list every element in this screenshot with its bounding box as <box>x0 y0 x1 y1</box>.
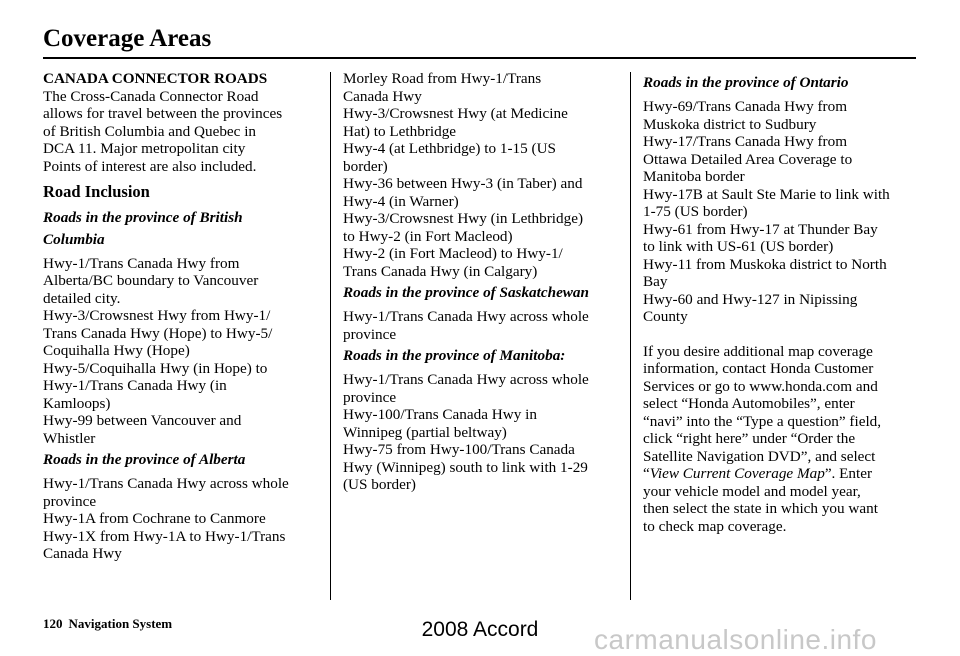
column-divider-2 <box>630 72 631 600</box>
text-line: Canada Hwy <box>343 87 422 105</box>
section-heading: CANADA CONNECTOR ROADS <box>43 70 268 87</box>
bc-roads <box>43 255 325 448</box>
text-line: Trans Canada Hwy (in Calgary) <box>343 262 538 280</box>
text-line: Hwy-11 from Muskoka district to North <box>643 255 887 273</box>
text-line: detailed city. <box>43 289 121 307</box>
text-line: “navi” into the “Type a question” field, <box>643 412 882 430</box>
intro-paragraph <box>43 88 325 176</box>
text-line: Hwy-5/Coquihalla Hwy (in Hope) to <box>43 359 268 377</box>
text-line: to Hwy-2 (in Fort Macleod) <box>343 227 513 245</box>
text-line: information, contact Honda Customer <box>643 360 874 377</box>
text-line: click “right here” under “Order the <box>643 430 856 447</box>
column-1 <box>43 70 325 563</box>
text-line: Hwy (Winnipeg) south to link with 1-29 <box>343 458 588 476</box>
column-2 <box>343 70 623 494</box>
text-line: Whistler <box>43 429 96 447</box>
text-line: Coquihalla Hwy (Hope) <box>43 342 190 359</box>
page-title: Coverage Areas <box>43 25 212 52</box>
text-line: Ottawa Detailed Area Coverage to <box>643 150 853 168</box>
text-line: province <box>343 325 397 343</box>
text-line: to link with US-61 (US border) <box>643 238 834 255</box>
text-line: Hwy-1/Trans Canada Hwy across whole <box>343 308 589 325</box>
text-line: DCA 11. Major metropolitan city <box>43 140 246 157</box>
text-line: (US border) <box>343 476 416 493</box>
text-line: Kamloops) <box>43 394 111 412</box>
text-line: province <box>343 388 397 406</box>
text-line: allows for travel between the provinces <box>43 105 283 122</box>
text-line: Hwy-2 (in Fort Macleod) to Hwy-1/ <box>343 245 563 262</box>
text-line <box>643 465 928 483</box>
text-line: Muskoka district to Sudbury <box>643 115 817 133</box>
text-line: Hwy-1/Trans Canada Hwy from <box>43 254 240 272</box>
text-line: Hwy-100/Trans Canada Hwy in <box>343 406 537 423</box>
text-line: Hwy-75 from Hwy-100/Trans Canada <box>343 441 575 458</box>
saskatchewan-roads <box>343 308 623 343</box>
text-line: Morley Road from Hwy-1/Trans <box>343 70 542 87</box>
text-line: Hwy-61 from Hwy-17 at Thunder Bay <box>643 220 878 238</box>
text-line: Hwy-3/Crowsnest Hwy (in Lethbridge) <box>343 210 584 227</box>
text-line: Trans Canada Hwy (Hope) to Hwy-5/ <box>43 324 273 342</box>
text-line: then select the state in which you want <box>643 500 878 517</box>
text-line: Hwy-60 and Hwy-127 in Nipissing <box>643 290 858 308</box>
text-line: Bay <box>643 273 668 290</box>
province-heading-bc <box>43 207 325 251</box>
model-watermark: 2008 Accord <box>421 618 539 641</box>
site-watermark: carmanualsonline.info <box>594 624 877 655</box>
text-line: Hwy-1A from Cochrane to Canmore <box>43 510 266 527</box>
text-line: Hwy-36 between Hwy-3 (in Taber) and <box>343 175 583 192</box>
text-line: Services or go to www.honda.com and <box>643 377 878 395</box>
text-line: Hwy-4 (at Lethbridge) to 1-15 (US <box>343 140 556 157</box>
text-line: The Cross-Canada Connector Road <box>43 87 259 105</box>
text-line: Alberta/BC boundary to Vancouver <box>43 272 259 289</box>
text-line: province <box>43 492 97 510</box>
alberta-roads <box>43 475 325 563</box>
coverage-map-link-text: View Current Coverage Map <box>649 465 825 482</box>
text-line: County <box>643 308 688 325</box>
alberta-roads-continued <box>343 70 623 280</box>
footer-label: Navigation System <box>68 616 173 631</box>
text-line: Winnipeg (partial beltway) <box>343 423 507 441</box>
text-line: Hwy-3/Crowsnest Hwy from Hwy-1/ <box>43 307 271 324</box>
close-quote: ”. Enter <box>824 465 873 482</box>
text-line: Hwy-1/Trans Canada Hwy across whole <box>43 475 289 492</box>
text-line: Hwy-1X from Hwy-1A to Hwy-1/Trans <box>43 527 286 545</box>
text-line: Hwy-69/Trans Canada Hwy from <box>643 98 848 115</box>
text-line: Hwy-99 between Vancouver and <box>43 412 242 429</box>
text-line: select “Honda Automobiles”, enter <box>643 395 855 412</box>
text-line: Hwy-1/Trans Canada Hwy (in <box>43 377 227 394</box>
open-quote: “ <box>643 465 650 482</box>
text-line: Manitoba border <box>643 168 745 185</box>
ontario-roads <box>643 98 928 326</box>
province-heading-ontario: Roads in the province of Ontario <box>643 74 849 91</box>
text-line: your vehicle model and model year, <box>643 482 861 500</box>
text-line: Hwy-1/Trans Canada Hwy across whole <box>343 371 589 388</box>
text-line: Hat) to Lethbridge <box>343 122 457 140</box>
text-line: If you desire additional map coverage <box>643 342 873 360</box>
column-3 <box>643 70 928 535</box>
coverage-info-paragraph <box>643 343 928 536</box>
text-line: of British Columbia and Quebec in <box>43 122 257 140</box>
manitoba-roads <box>343 371 623 494</box>
province-heading-saskatchewan: Roads in the province of Saskatchewan <box>343 284 589 301</box>
text-line: Hwy-17/Trans Canada Hwy from <box>643 133 848 150</box>
text-line: Canada Hwy <box>43 545 122 562</box>
text-line: Points of interest are also included. <box>43 157 257 175</box>
heading-line: Roads in the province of British <box>43 208 243 226</box>
text-line: border) <box>343 157 388 175</box>
text-line: Hwy-17B at Sault Ste Marie to link with <box>643 185 890 203</box>
text-line: 1-75 (US border) <box>643 203 748 220</box>
text-line: to check map coverage. <box>643 517 787 535</box>
province-heading-alberta: Roads in the province of Alberta <box>43 451 246 468</box>
subheading-road-inclusion: Road Inclusion <box>43 182 150 201</box>
text-line: Hwy-4 (in Warner) <box>343 192 459 210</box>
province-heading-manitoba: Roads in the province of Manitoba: <box>343 347 566 364</box>
title-rule <box>43 57 916 59</box>
page-number: 120 <box>43 616 63 631</box>
text-line: Satellite Navigation DVD”, and select <box>643 447 876 465</box>
text-line: Hwy-3/Crowsnest Hwy (at Medicine <box>343 105 568 122</box>
heading-line: Columbia <box>43 230 105 248</box>
column-divider-1 <box>330 72 331 600</box>
paragraph-gap <box>643 326 928 343</box>
